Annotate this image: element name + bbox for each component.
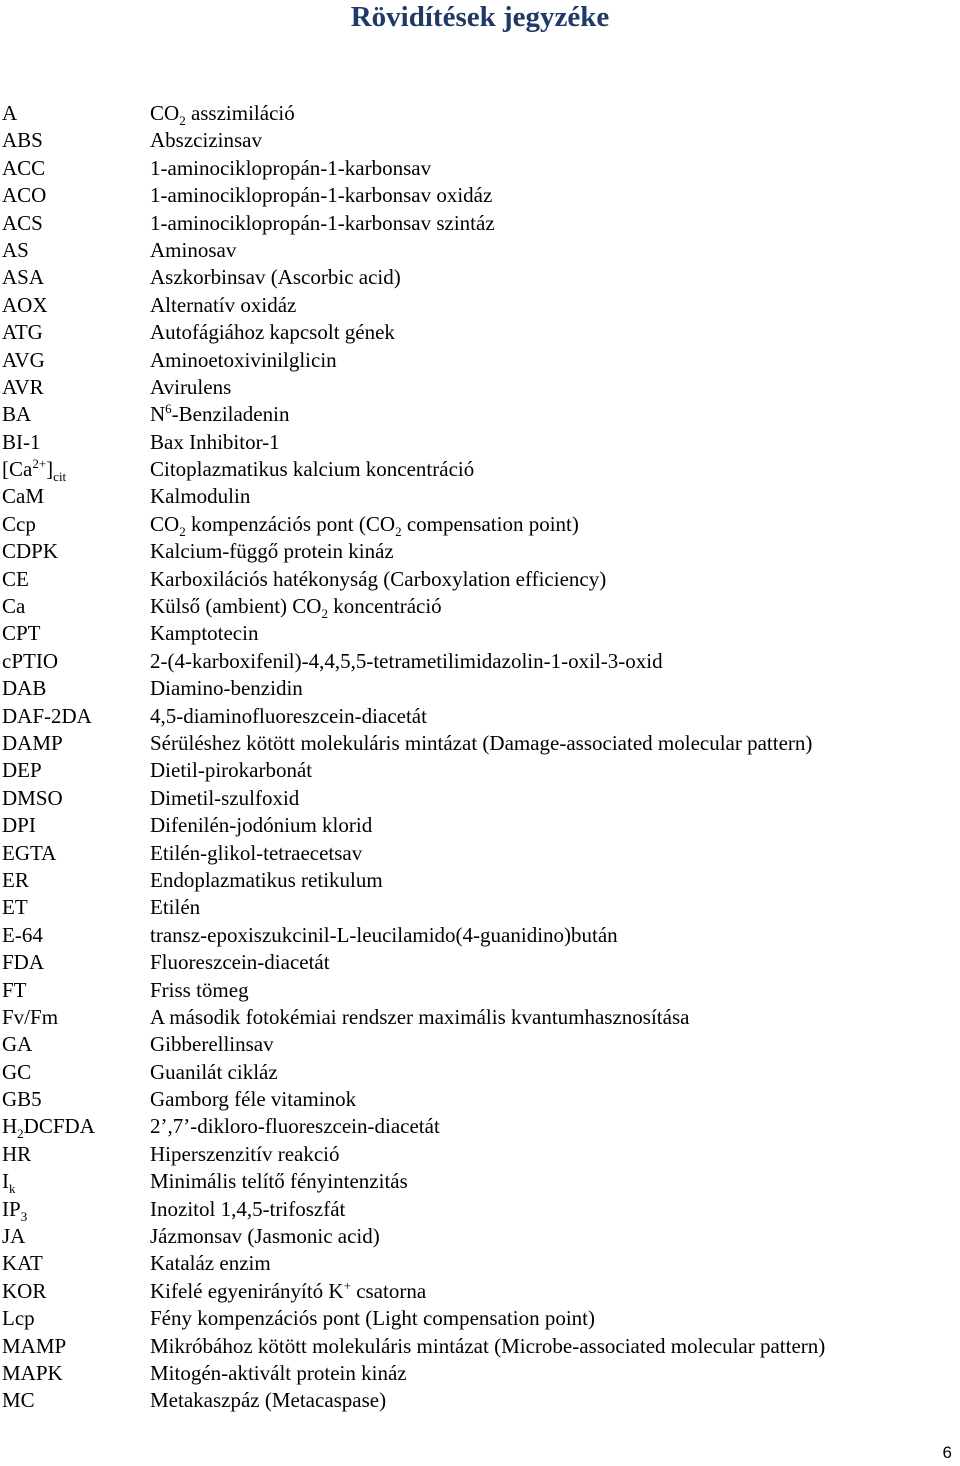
abbreviation-code: HR	[2, 1141, 32, 1166]
text-fragment: 1-aminociklopropán-1-karbonsav	[150, 155, 432, 180]
text-fragment: A második fotokémiai rendszer maximális kvantumhasznosítása	[150, 1004, 690, 1029]
text-fragment: CO	[150, 511, 180, 536]
abbreviation-definition	[150, 922, 618, 949]
abbreviation-code: Lcp	[2, 1306, 35, 1331]
abbreviation-row	[2, 1196, 952, 1223]
abbreviation-code: AOX	[2, 292, 48, 317]
text-fragment: IP	[2, 1196, 21, 1221]
abbreviation-row	[2, 1278, 952, 1305]
abbreviation-definition	[150, 1223, 380, 1250]
abbreviation-definition	[150, 456, 474, 483]
abbreviation-row	[2, 1360, 952, 1387]
text-fragment: H	[2, 1114, 18, 1139]
abbreviation-row	[2, 812, 952, 839]
abbreviation-code: DMSO	[2, 785, 63, 810]
text-fragment: Külső (ambient) CO	[150, 594, 322, 619]
abbreviation-code: ASA	[2, 265, 45, 290]
abbreviation-row	[2, 566, 952, 593]
abbreviation-code: A	[2, 101, 18, 125]
abbreviation-row	[2, 922, 952, 949]
text-fragment: Diamino-benzidin	[150, 676, 303, 701]
abbreviation-row	[2, 620, 952, 647]
abbreviation-definition	[150, 867, 383, 894]
abbreviation-definition	[150, 292, 296, 319]
abbreviation-definition	[150, 703, 427, 730]
abbreviation-row	[2, 237, 952, 264]
abbreviation-definition	[150, 374, 231, 401]
abbreviation-definition	[150, 1113, 440, 1140]
abbreviation-code: DAMP	[2, 730, 63, 755]
abbreviation-row	[2, 483, 952, 510]
text-fragment: Kamptotecin	[150, 621, 259, 646]
abbreviation-row	[2, 1086, 952, 1113]
abbreviation-definition	[150, 675, 303, 702]
text-fragment: Inozitol 1,4,5-trifoszfát	[150, 1196, 346, 1221]
abbreviation-row	[2, 894, 952, 921]
superscript-text: 6	[165, 401, 172, 417]
abbreviation-code: cPTIO	[2, 648, 58, 673]
abbreviation-definition	[150, 483, 250, 510]
abbreviation-code: Ccp	[2, 511, 36, 536]
abbreviation-row	[2, 1113, 952, 1140]
abbreviation-code: CaM	[2, 484, 44, 509]
text-fragment: 2-(4-karboxifenil)-4,4,5,5-tetrametilimidazolin-1-oxil-3-oxid	[150, 648, 663, 673]
text-fragment: asszimiláció	[185, 101, 295, 125]
text-fragment: kompenzációs pont (CO	[185, 511, 396, 536]
abbreviation-code: ACC	[2, 155, 46, 180]
abbreviation-row	[2, 1333, 952, 1360]
text-fragment: Bax Inhibitor-1	[150, 429, 280, 454]
subscript-text: 2	[395, 524, 402, 540]
abbreviation-code: CE	[2, 566, 29, 591]
text-fragment: Jázmonsav (Jasmonic acid)	[150, 1224, 380, 1249]
text-fragment: Kalmodulin	[150, 484, 251, 509]
abbreviation-code: Ca	[2, 594, 26, 619]
abbreviation-definition	[150, 1031, 274, 1058]
abbreviation-row	[2, 429, 952, 456]
text-fragment: Kifelé egyenirányító K	[150, 1278, 344, 1303]
abbreviation-code: MAPK	[2, 1360, 63, 1385]
abbreviation-code: ACS	[2, 210, 43, 235]
abbreviation-definition	[150, 593, 442, 620]
text-fragment: [Ca	[2, 457, 33, 482]
abbreviation-row	[2, 977, 952, 1004]
text-fragment: Autofágiához kapcsolt gének	[150, 320, 395, 345]
abbreviation-row	[2, 1168, 952, 1195]
text-fragment: Difenilén-jodónium klorid	[150, 813, 373, 838]
abbreviation-code: MAMP	[2, 1333, 67, 1358]
abbreviation-row	[2, 100, 952, 127]
abbreviation-code: E-64	[2, 922, 43, 947]
abbreviation-definition	[150, 347, 337, 374]
abbreviation-row	[2, 730, 952, 757]
text-fragment: -Benziladenin	[171, 402, 290, 427]
text-fragment: ]	[46, 457, 54, 482]
abbreviation-code: ABS	[2, 128, 43, 153]
abbreviation-definition	[150, 1141, 340, 1168]
text-fragment: Dimetil-szulfoxid	[150, 785, 300, 810]
text-fragment: koncentráció	[327, 594, 442, 619]
abbreviation-definition	[150, 401, 289, 428]
abbreviation-definition	[150, 127, 262, 154]
abbreviation-definition	[150, 949, 330, 976]
abbreviation-definition	[150, 1333, 825, 1360]
text-fragment: compensation point)	[401, 511, 579, 536]
abbreviation-row	[2, 538, 952, 565]
text-fragment: 4,5-diaminofluoreszcein-diacetát	[150, 703, 427, 728]
abbreviation-row	[2, 401, 952, 428]
text-fragment: 2’,7’-dikloro-fluoreszcein-diacetát	[150, 1114, 440, 1139]
text-fragment: Minimális telítő fényintenzitás	[150, 1169, 408, 1194]
abbreviation-code: GA	[2, 1032, 33, 1057]
subscript-text: 3	[20, 1208, 28, 1224]
abbreviation-code: BI-1	[2, 429, 41, 454]
text-fragment: 1-aminociklopropán-1-karbonsav szintáz	[150, 210, 495, 235]
abbreviation-row	[2, 648, 952, 675]
abbreviation-code: DAF-2DA	[2, 703, 92, 728]
text-fragment: Guanilát cikláz	[150, 1059, 278, 1084]
abbreviation-definition	[150, 1004, 689, 1031]
abbreviation-row	[2, 703, 952, 730]
abbreviation-definition	[150, 100, 295, 127]
abbreviation-code: DAB	[2, 676, 47, 701]
text-fragment: Aszkorbinsav (Ascorbic acid)	[150, 265, 401, 290]
abbreviation-code: GC	[2, 1059, 32, 1084]
subscript-text: 2	[179, 524, 186, 540]
abbreviation-definition	[150, 1059, 278, 1086]
abbreviation-definition	[150, 648, 663, 675]
abbreviation-code: ET	[2, 895, 28, 920]
text-fragment: Dietil-pirokarbonát	[150, 758, 313, 783]
abbreviation-definition	[150, 757, 312, 784]
abbreviation-definition	[150, 840, 362, 867]
page-number: 6	[942, 1443, 952, 1462]
superscript-text: 2+	[32, 456, 47, 472]
abbreviation-row	[2, 867, 952, 894]
abbreviation-definition	[150, 1086, 356, 1113]
abbreviation-code: AS	[2, 237, 29, 262]
text-fragment: Mitogén-aktivált protein kináz	[150, 1360, 407, 1385]
abbreviation-code: ER	[2, 867, 29, 892]
abbreviation-code: GB5	[2, 1087, 42, 1112]
abbreviation-row	[2, 1250, 952, 1277]
abbreviation-definition	[150, 429, 280, 456]
abbreviation-code: AVG	[2, 347, 45, 372]
abbreviation-code: Fv/Fm	[2, 1004, 59, 1029]
text-fragment: Friss tömeg	[150, 977, 249, 1002]
subscript-text: 2	[321, 606, 328, 622]
abbreviation-definition	[150, 566, 606, 593]
abbreviation-row	[2, 1141, 952, 1168]
abbreviation-row	[2, 264, 952, 291]
subscript-text: 2	[179, 113, 186, 129]
abbreviation-row	[2, 511, 952, 538]
abbreviation-code: BA	[2, 402, 32, 427]
abbreviation-definition	[150, 977, 249, 1004]
abbreviation-row	[2, 127, 952, 154]
abbreviation-row	[2, 785, 952, 812]
text-fragment: CO	[150, 101, 180, 125]
abbreviation-definition	[150, 1387, 386, 1414]
abbreviation-definition	[150, 538, 394, 565]
abbreviation-definition	[150, 1305, 595, 1332]
abbreviation-row	[2, 840, 952, 867]
abbreviation-row	[2, 1004, 952, 1031]
text-fragment: Citoplazmatikus kalcium koncentráció	[150, 457, 475, 482]
text-fragment: Fluoreszcein-diacetát	[150, 950, 330, 975]
text-fragment: Aminoetoxivinilglicin	[150, 347, 337, 372]
abbreviation-definition	[150, 730, 812, 757]
abbreviation-row	[2, 949, 952, 976]
abbreviation-code: KAT	[2, 1251, 43, 1276]
abbreviation-definition	[150, 319, 395, 346]
abbreviation-row	[2, 292, 952, 319]
text-fragment: DCFDA	[23, 1114, 95, 1139]
text-fragment: Kalcium-függő protein kináz	[150, 539, 394, 564]
abbreviation-code: KOR	[2, 1278, 47, 1303]
abbreviation-code: AVR	[2, 374, 44, 399]
text-fragment: Aminosav	[150, 237, 237, 262]
text-fragment: Endoplazmatikus retikulum	[150, 867, 383, 892]
subscript-text: k	[9, 1181, 16, 1197]
abbreviation-row	[2, 347, 952, 374]
abbreviation-definition	[150, 1250, 271, 1277]
text-fragment: Etilén	[150, 895, 201, 920]
text-fragment: 1-aminociklopropán-1-karbonsav oxidáz	[150, 183, 493, 208]
text-fragment: Gibberellinsav	[150, 1032, 274, 1057]
text-fragment: Fény kompenzációs pont (Light compensation point)	[150, 1306, 595, 1331]
abbreviation-code: MC	[2, 1388, 35, 1413]
abbreviation-row	[2, 1387, 952, 1414]
abbreviation-row	[2, 675, 952, 702]
text-fragment: Etilén-glikol-tetraecetsav	[150, 840, 363, 865]
abbreviation-row	[2, 593, 952, 620]
abbreviation-code	[2, 1168, 16, 1195]
abbreviation-code	[2, 1113, 95, 1140]
abbreviation-definition	[150, 785, 299, 812]
text-fragment: Metakaszpáz (Metacaspase)	[150, 1388, 387, 1413]
text-fragment: csatorna	[350, 1278, 427, 1303]
abbreviation-code	[2, 1196, 27, 1223]
abbreviation-code: ACO	[2, 183, 47, 208]
abbreviation-row	[2, 1059, 952, 1086]
abbreviation-row	[2, 1305, 952, 1332]
abbreviation-row	[2, 757, 952, 784]
subscript-text: 2	[17, 1126, 24, 1142]
abbreviation-code: DEP	[2, 758, 42, 783]
text-fragment: Hiperszenzitív reakció	[150, 1141, 340, 1166]
abbreviation-row	[2, 155, 952, 182]
abbreviation-definition	[150, 1196, 345, 1223]
abbreviation-row	[2, 319, 952, 346]
abbreviation-row	[2, 456, 952, 483]
abbreviation-definition	[150, 812, 372, 839]
abbreviation-code: FDA	[2, 950, 45, 975]
text-fragment: transz-epoxiszukcinil-L-leucilamido(4-guanidino)bután	[150, 922, 618, 947]
text-fragment: I	[2, 1169, 9, 1194]
abbreviation-definition	[150, 237, 236, 264]
text-fragment: Gamborg féle vitaminok	[150, 1087, 357, 1112]
text-fragment: N	[150, 402, 166, 427]
abbreviation-code: JA	[2, 1224, 26, 1249]
abbreviation-code: EGTA	[2, 840, 57, 865]
abbreviation-row	[2, 1223, 952, 1250]
abbreviation-code: FT	[2, 977, 27, 1002]
abbreviation-code	[2, 456, 66, 483]
text-fragment: Abszcizinsav	[150, 128, 262, 153]
superscript-text: +	[343, 1277, 351, 1293]
abbreviation-code: CDPK	[2, 539, 59, 564]
abbreviation-definition	[150, 1360, 407, 1387]
abbreviation-definition	[150, 210, 495, 237]
abbreviation-definition	[150, 155, 431, 182]
text-fragment: Mikróbához kötött molekuláris mintázat (Microbe-associated molecular pattern)	[150, 1333, 826, 1358]
text-fragment: Sérüléshez kötött molekuláris mintázat (Damage-associated molecular pattern)	[150, 730, 813, 755]
abbreviation-definition	[150, 894, 200, 921]
text-fragment: Karboxilációs hatékonyság (Carboxylation efficiency)	[150, 566, 607, 591]
text-fragment: Alternatív oxidáz	[150, 292, 297, 317]
abbreviation-definition	[150, 1278, 426, 1305]
abbreviation-row	[2, 374, 952, 401]
abbreviation-row	[2, 210, 952, 237]
text-fragment: Avirulens	[150, 374, 232, 399]
abbreviation-code: ATG	[2, 320, 43, 345]
subscript-text: cit	[53, 469, 67, 485]
text-fragment: Kataláz enzim	[150, 1251, 271, 1276]
abbreviation-list	[2, 100, 952, 1415]
abbreviation-row	[2, 182, 952, 209]
abbreviation-definition	[150, 264, 401, 291]
abbreviation-definition	[150, 511, 579, 538]
abbreviation-definition	[150, 620, 258, 647]
abbreviation-code: DPI	[2, 813, 36, 838]
abbreviation-code: CPT	[2, 621, 41, 646]
abbreviation-row	[2, 1031, 952, 1058]
page-title: Rövidítések jegyzéke	[350, 1, 610, 33]
abbreviation-definition	[150, 1168, 408, 1195]
abbreviation-definition	[150, 182, 492, 209]
